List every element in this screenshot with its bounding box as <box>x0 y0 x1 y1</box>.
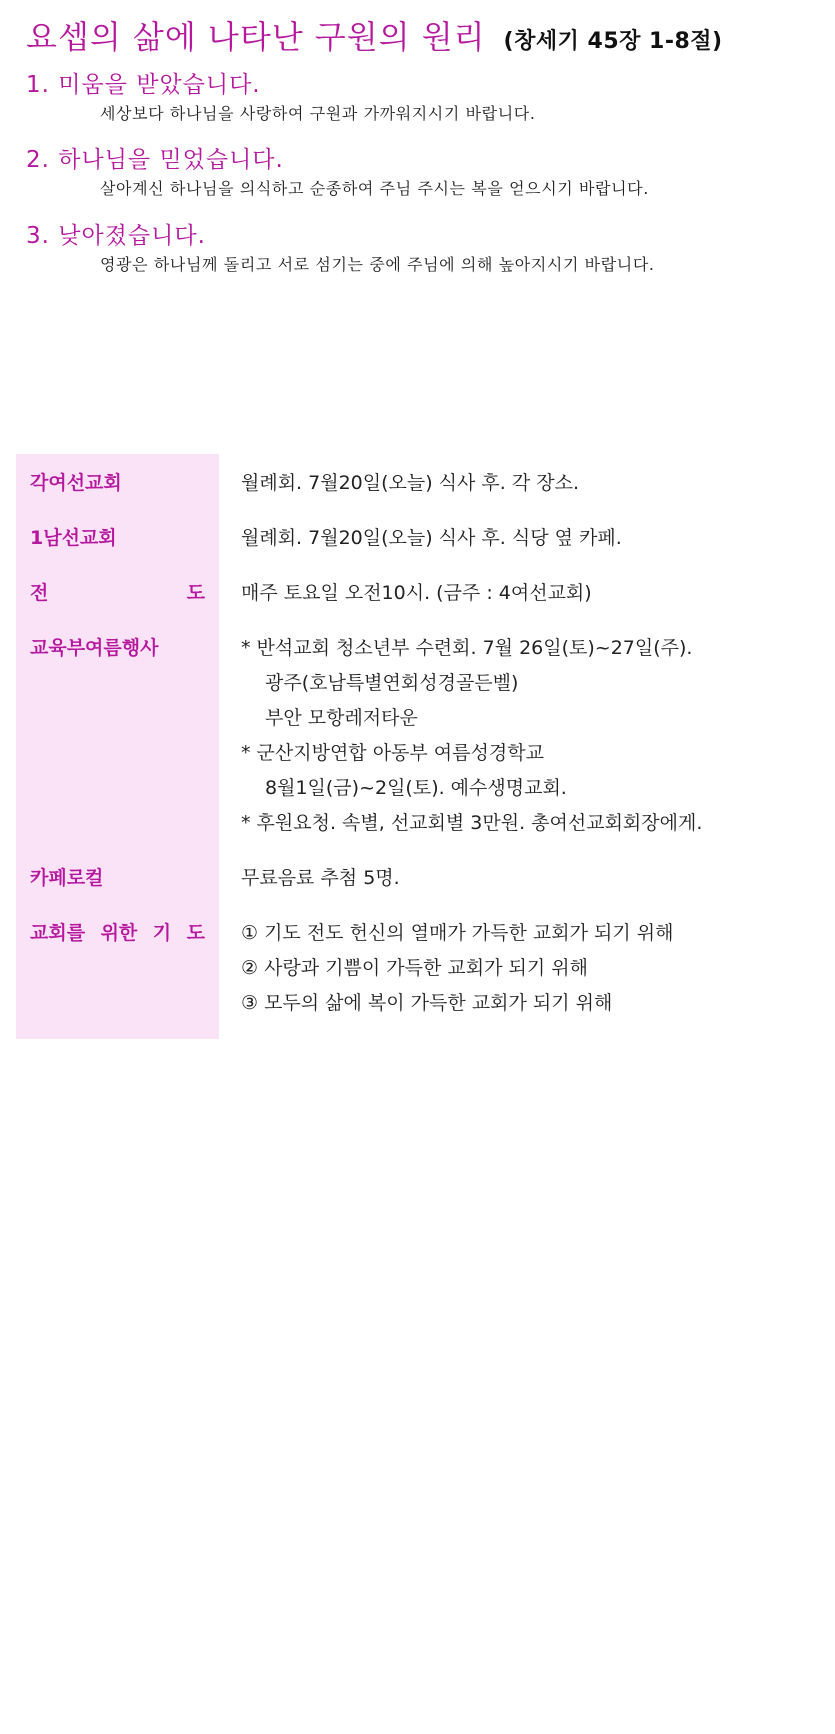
sermon-point-3 <box>26 221 826 277</box>
announcements-table <box>16 454 826 1039</box>
announcement-label: 전 도 <box>30 582 205 604</box>
announcement-label: 카페로컬 <box>30 867 104 889</box>
point-body: 살아계신 하나님을 의식하고 순종하여 주님 주시는 복을 얻으시기 바랍니다. <box>100 179 649 198</box>
sermon-title: 요셉의 삶에 나타난 구원의 원리 <box>26 18 486 56</box>
announcement-line: 월례회. 7월20일(오늘) 식사 후. 식당 옆 카페. <box>241 527 622 549</box>
announcement-line: 무료음료 추첨 5명. <box>241 867 400 889</box>
point-heading: 1. 미움을 받았습니다. <box>26 72 261 98</box>
announcement-line: 월례회. 7월20일(오늘) 식사 후. 각 장소. <box>241 472 580 494</box>
announcement-line: 매주 토요일 오전10시. (금주 : 4여선교회) <box>241 582 592 604</box>
scripture-reference: (창세기 45장 1-8절) <box>503 29 723 54</box>
announcement-content <box>241 916 826 1021</box>
announcement-label: 1남선교회 <box>30 527 117 549</box>
announcement-line: 광주(호남특별연회성경골든벨) <box>265 672 519 694</box>
announcement-content <box>241 521 826 556</box>
announcement-content <box>241 861 826 896</box>
announcement-line: ③ 모두의 삶에 복이 가득한 교회가 되기 위해 <box>241 992 613 1014</box>
sermon-point-1 <box>26 70 826 126</box>
announcement-line: * 후원요청. 속별, 선교회별 3만원. 총여선교회회장에게. <box>241 812 703 834</box>
announcement-line: * 반석교회 청소년부 수련회. 7월 26일(토)~27일(주). <box>241 637 693 659</box>
announcement-line: * 군산지방연합 아동부 여름성경학교 <box>241 742 544 764</box>
announcement-label: 교육부여름행사 <box>30 637 159 659</box>
announcement-line: ① 기도 전도 헌신의 열매가 가득한 교회가 되기 위해 <box>241 922 674 944</box>
sermon-title-block <box>26 12 723 58</box>
announcement-label: 각여선교회 <box>30 472 122 494</box>
sermon-point-2 <box>26 145 826 201</box>
announcement-line: 부안 모항레저타운 <box>265 707 418 729</box>
announcement-line: ② 사랑과 기쁨이 가득한 교회가 되기 위해 <box>241 957 588 979</box>
point-heading: 2. 하나님을 믿었습니다. <box>26 147 284 173</box>
point-body: 영광은 하나님께 돌리고 서로 섬기는 중에 주님에 의해 높아지시기 바랍니다. <box>100 255 655 274</box>
announcement-line: 8월1일(금)~2일(토). 예수생명교회. <box>265 777 567 799</box>
point-body: 세상보다 하나님을 사랑하여 구원과 가까워지시기 바랍니다. <box>100 104 536 123</box>
point-heading: 3. 낮아졌습니다. <box>26 223 206 249</box>
announcement-content <box>241 631 826 841</box>
announcement-content <box>241 466 826 501</box>
announcement-content <box>241 576 826 611</box>
announcement-label: 교회를 위한 기 도 <box>30 922 205 944</box>
